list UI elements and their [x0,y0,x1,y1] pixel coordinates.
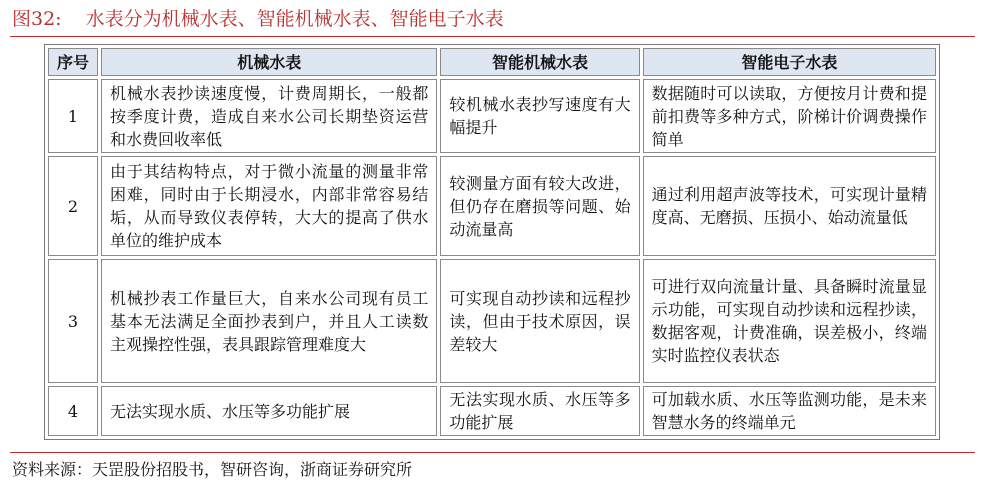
figure-title [12,6,504,32]
source-note: 资料来源：天罡股份招股书，智研咨询，浙商证券研究所 [12,460,413,479]
comparison-table-container [44,44,940,440]
table-row [48,156,936,256]
header-smart-electronic: 智能电子水表 [643,48,936,76]
title-divider [10,36,975,37]
header-index: 序号 [48,48,98,76]
cell-smart-mechanical: 较机械水表抄写速度有大幅提升 [440,79,639,153]
source-divider [10,452,975,453]
header-mechanical: 机械水表 [101,48,437,76]
cell-smart-electronic: 可加载水质、水压等监测功能，是未来智慧水务的终端单元 [643,386,936,436]
table-row [48,259,936,383]
cell-smart-electronic: 通过利用超声波等技术，可实现计量精度高、无磨损、压损小、始动流量低 [643,156,936,256]
comparison-table [44,44,940,440]
table-header-row [48,48,936,76]
figure-caption: 水表分为机械水表、智能机械水表、智能电子水表 [85,8,504,30]
header-smart-mechanical: 智能机械水表 [440,48,639,76]
cell-smart-mechanical: 无法实现水质、水压等多功能扩展 [440,386,639,436]
row-index: 1 [48,79,98,153]
cell-mechanical: 机械抄表工作量巨大，自来水公司现有员工基本无法满足全面抄表到户，并且人工读数主观操控性强，表具跟踪管理难度大 [101,259,437,383]
table-row [48,386,936,436]
cell-smart-electronic: 数据随时可以读取，方便按月计费和提前扣费等多种方式，阶梯计价调费操作简单 [643,79,936,153]
table-row [48,79,936,153]
row-index: 4 [48,386,98,436]
cell-smart-electronic: 可进行双向流量计量、具备瞬时流量显示功能，可实现自动抄读和远程抄读，数据客观，计费准确，误差极小，终端实时监控仪表状态 [643,259,936,383]
row-index: 2 [48,156,98,256]
row-index: 3 [48,259,98,383]
cell-mechanical: 机械水表抄读速度慢，计费周期长，一般都按季度计费，造成自来水公司长期垫资运营和水费回收率低 [101,79,437,153]
cell-smart-mechanical: 较测量方面有较大改进，但仍存在磨损等问题、始动流量高 [440,156,639,256]
figure-number: 图32: [12,8,62,30]
cell-mechanical: 由于其结构特点，对于微小流量的测量非常困难，同时由于长期浸水，内部非常容易结垢，从而导致仪表停转，大大的提高了供水单位的维护成本 [101,156,437,256]
cell-smart-mechanical: 可实现自动抄读和远程抄读，但由于技术原因，误差较大 [440,259,639,383]
cell-mechanical: 无法实现水质、水压等多功能扩展 [101,386,437,436]
